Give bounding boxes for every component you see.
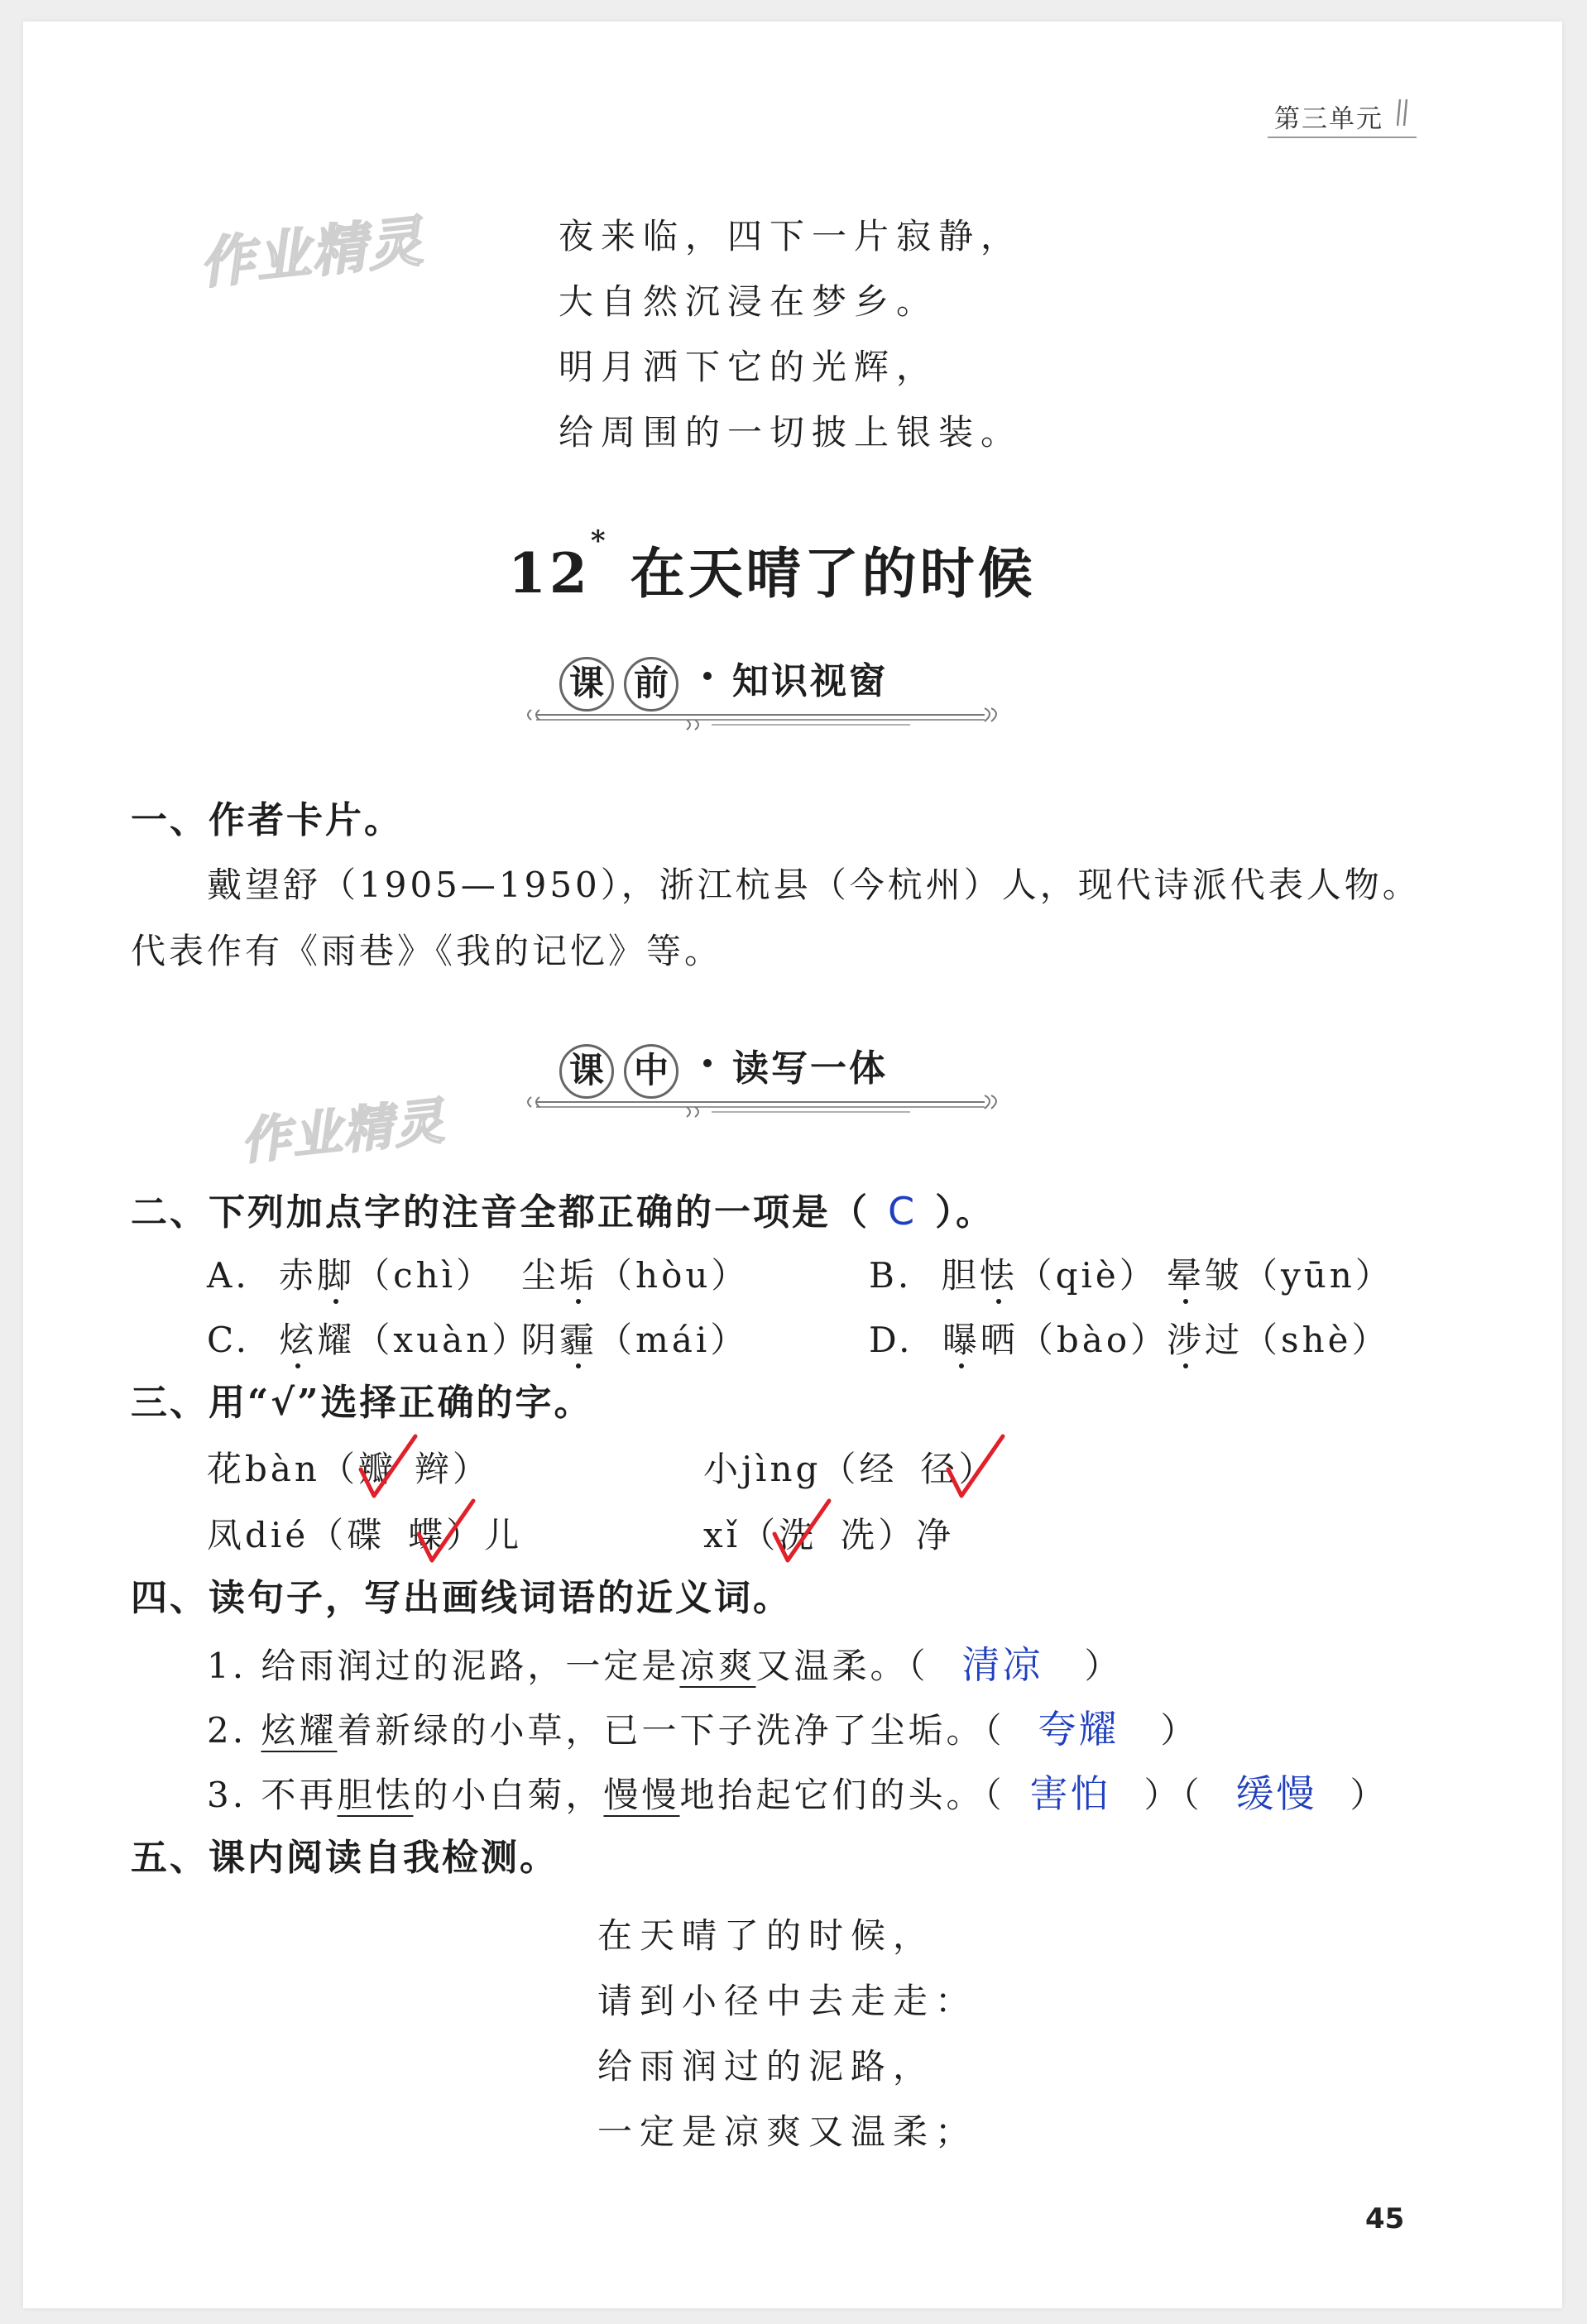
choice-b: 冼 bbox=[840, 1515, 879, 1555]
pinyin: （chì） bbox=[355, 1255, 495, 1296]
poem-line: 在天晴了的时候， bbox=[597, 1915, 936, 1956]
pinyin: （xuàn） bbox=[355, 1320, 530, 1360]
option-word bbox=[279, 1255, 355, 1296]
dotted-char: 怯 bbox=[979, 1255, 1018, 1296]
paren-close: ） bbox=[1160, 1710, 1199, 1751]
pinyin: （shè） bbox=[1243, 1320, 1390, 1360]
lesson-title bbox=[508, 525, 1036, 608]
banner-char-ring: 课 bbox=[559, 1044, 614, 1099]
option-label: B. bbox=[869, 1255, 913, 1296]
dotted-char: 炫 bbox=[279, 1320, 318, 1360]
choice-a: 经 bbox=[859, 1449, 898, 1489]
choice-b: 蝶 bbox=[408, 1515, 447, 1555]
underlined-word: 胆怯 bbox=[337, 1775, 414, 1815]
choice-b: 径 bbox=[920, 1449, 959, 1489]
poem-line: 一定是凉爽又温柔； bbox=[597, 2111, 978, 2152]
banner-char-ring: 中 bbox=[624, 1044, 678, 1099]
pinyin: （yūn） bbox=[1243, 1255, 1393, 1296]
q2-heading-close: ）。 bbox=[935, 1191, 995, 1234]
choice-b: 辫 bbox=[415, 1449, 453, 1489]
q3-heading: 三、用“√”选择正确的字。 bbox=[131, 1382, 593, 1424]
q4-sentence-2 bbox=[207, 1704, 1198, 1756]
underlined-word: 慢慢 bbox=[603, 1775, 680, 1815]
check-mark bbox=[356, 1431, 422, 1502]
banner-dot bbox=[703, 1059, 712, 1067]
poem-excerpt-top bbox=[559, 204, 1023, 465]
q2-option-a-word2 bbox=[521, 1251, 749, 1301]
item-close: ） bbox=[958, 1449, 997, 1489]
q1-text-line: 代表作有《雨巷》《我的记忆》等。 bbox=[131, 931, 723, 971]
banner-dot bbox=[703, 672, 712, 680]
sentence-text: 1. 给雨润过的泥路，一定是 bbox=[207, 1646, 680, 1686]
q4-heading: 四、读句子，写出画线词语的近义词。 bbox=[131, 1577, 792, 1619]
poem-line: 夜来临，四下一片寂静， bbox=[559, 216, 1024, 256]
q4-sentence-3 bbox=[207, 1769, 1388, 1820]
dotted-char: 曝 bbox=[942, 1320, 980, 1360]
q2-answer: C bbox=[888, 1189, 918, 1234]
check-mark bbox=[943, 1431, 1009, 1502]
section-banner-before-class bbox=[521, 654, 1018, 736]
option-label: A. bbox=[207, 1255, 250, 1296]
pinyin: （hòu） bbox=[597, 1255, 750, 1296]
dotted-char: 涉 bbox=[1167, 1320, 1206, 1360]
dotted-char: 脚 bbox=[317, 1255, 356, 1296]
choice-a: 瓣 bbox=[357, 1449, 396, 1489]
dotted-char: 垢 bbox=[559, 1255, 598, 1296]
sentence-text: 着新绿的小草，已一下子洗净了尘垢。（ bbox=[337, 1710, 1005, 1751]
char: 耀 bbox=[317, 1320, 356, 1360]
lesson-marker: * bbox=[590, 525, 609, 558]
synonym-answer: 清凉 bbox=[961, 1642, 1043, 1687]
q2-heading bbox=[131, 1186, 995, 1238]
q2-option-c-word2 bbox=[521, 1315, 748, 1365]
item-close: ）儿 bbox=[446, 1515, 523, 1555]
poem-line: 给雨润过的泥路， bbox=[597, 2046, 936, 2087]
char: 阴 bbox=[521, 1320, 560, 1360]
char: 胆 bbox=[941, 1255, 980, 1296]
sentence-text: 的小白菊， bbox=[413, 1775, 604, 1815]
item-close: ） bbox=[453, 1449, 491, 1489]
item-prompt: 小jìng（ bbox=[703, 1449, 860, 1489]
choice-a: 洗 bbox=[779, 1515, 817, 1555]
underlined-word: 凉爽 bbox=[679, 1646, 756, 1686]
running-head: 第三单元 bbox=[1274, 104, 1383, 134]
running-head-bars bbox=[1397, 98, 1410, 127]
poem-excerpt-bottom bbox=[597, 1903, 977, 2164]
q1-text-line: 戴望舒（1905—1950），浙江杭县（今杭州）人，现代诗派代表人物。 bbox=[207, 865, 1421, 905]
char: 晒 bbox=[980, 1320, 1019, 1360]
sentence-text: 3. 不再 bbox=[207, 1775, 338, 1815]
page-number: 45 bbox=[1365, 2202, 1405, 2235]
paren-sep: ）（ bbox=[1144, 1775, 1203, 1815]
banner-title: 读写一体 bbox=[732, 1047, 888, 1090]
poem-line: 请到小径中去走走： bbox=[597, 1981, 978, 2021]
section-banner-in-class bbox=[521, 1041, 1018, 1124]
option-label: C. bbox=[207, 1320, 250, 1360]
item-prompt: xǐ（ bbox=[703, 1515, 779, 1555]
q2-option-c bbox=[207, 1315, 530, 1365]
dotted-char: 霾 bbox=[559, 1320, 598, 1360]
synonym-answer: 缓慢 bbox=[1235, 1771, 1317, 1816]
q2-option-a bbox=[207, 1251, 494, 1301]
option-word bbox=[942, 1320, 1019, 1360]
running-head-rule bbox=[1268, 137, 1417, 138]
synonym-answer: 害怕 bbox=[1029, 1771, 1111, 1816]
option-word bbox=[942, 1255, 1018, 1296]
q2-heading-text: 二、下列加点字的注音全都正确的一项是（ bbox=[131, 1191, 870, 1234]
check-mark bbox=[770, 1496, 836, 1567]
option-word bbox=[279, 1320, 355, 1360]
synonym-answer: 夸耀 bbox=[1038, 1707, 1120, 1751]
paren-close: ） bbox=[1084, 1646, 1123, 1686]
pinyin: （qiè） bbox=[1017, 1255, 1158, 1296]
underlined-word: 炫耀 bbox=[261, 1710, 338, 1751]
item-close: ）净 bbox=[878, 1515, 955, 1555]
banner-char-ring: 前 bbox=[624, 657, 678, 712]
char: 过 bbox=[1205, 1320, 1244, 1360]
banner-title: 知识视窗 bbox=[732, 660, 888, 702]
q2-option-d-word2 bbox=[1167, 1315, 1390, 1365]
watermark: 作业精灵 bbox=[237, 1092, 448, 1172]
choice-a: 碟 bbox=[347, 1515, 386, 1555]
lesson-name: 在天晴了的时候 bbox=[630, 541, 1036, 606]
watermark: 作业精灵 bbox=[196, 208, 427, 296]
item-prompt: 凤dié（ bbox=[207, 1515, 348, 1555]
poem-line: 明月洒下它的光辉， bbox=[559, 347, 939, 387]
char: 尘 bbox=[521, 1255, 560, 1296]
q5-heading: 五、课内阅读自我检测。 bbox=[131, 1837, 559, 1879]
char: 赤 bbox=[279, 1255, 318, 1296]
char: 皱 bbox=[1205, 1255, 1244, 1296]
q2-option-d bbox=[869, 1315, 1168, 1365]
option-label: D. bbox=[869, 1320, 913, 1360]
q1-heading: 一、作者卡片。 bbox=[131, 799, 403, 841]
banner-char-ring: 课 bbox=[559, 657, 614, 712]
q2-option-b-word2 bbox=[1167, 1251, 1393, 1301]
q2-option-b bbox=[869, 1251, 1158, 1301]
q4-sentence-1 bbox=[207, 1640, 1122, 1691]
item-prompt: 花bàn（ bbox=[207, 1449, 358, 1489]
dotted-char: 晕 bbox=[1167, 1255, 1206, 1296]
q3-item-flower bbox=[207, 1445, 491, 1494]
check-mark bbox=[414, 1496, 480, 1567]
sentence-text: 2. bbox=[207, 1710, 261, 1751]
sentence-text: 又温柔。（ bbox=[755, 1646, 929, 1686]
lesson-number: 12 bbox=[508, 541, 591, 606]
sentence-text: 地抬起它们的头。（ bbox=[679, 1775, 1005, 1815]
pinyin: （bào） bbox=[1018, 1320, 1169, 1360]
pinyin: （mái） bbox=[597, 1320, 749, 1360]
poem-line: 给周围的一切披上银装。 bbox=[559, 412, 1024, 453]
poem-line: 大自然沉浸在梦乡。 bbox=[559, 281, 939, 322]
paren-close: ） bbox=[1350, 1775, 1388, 1815]
